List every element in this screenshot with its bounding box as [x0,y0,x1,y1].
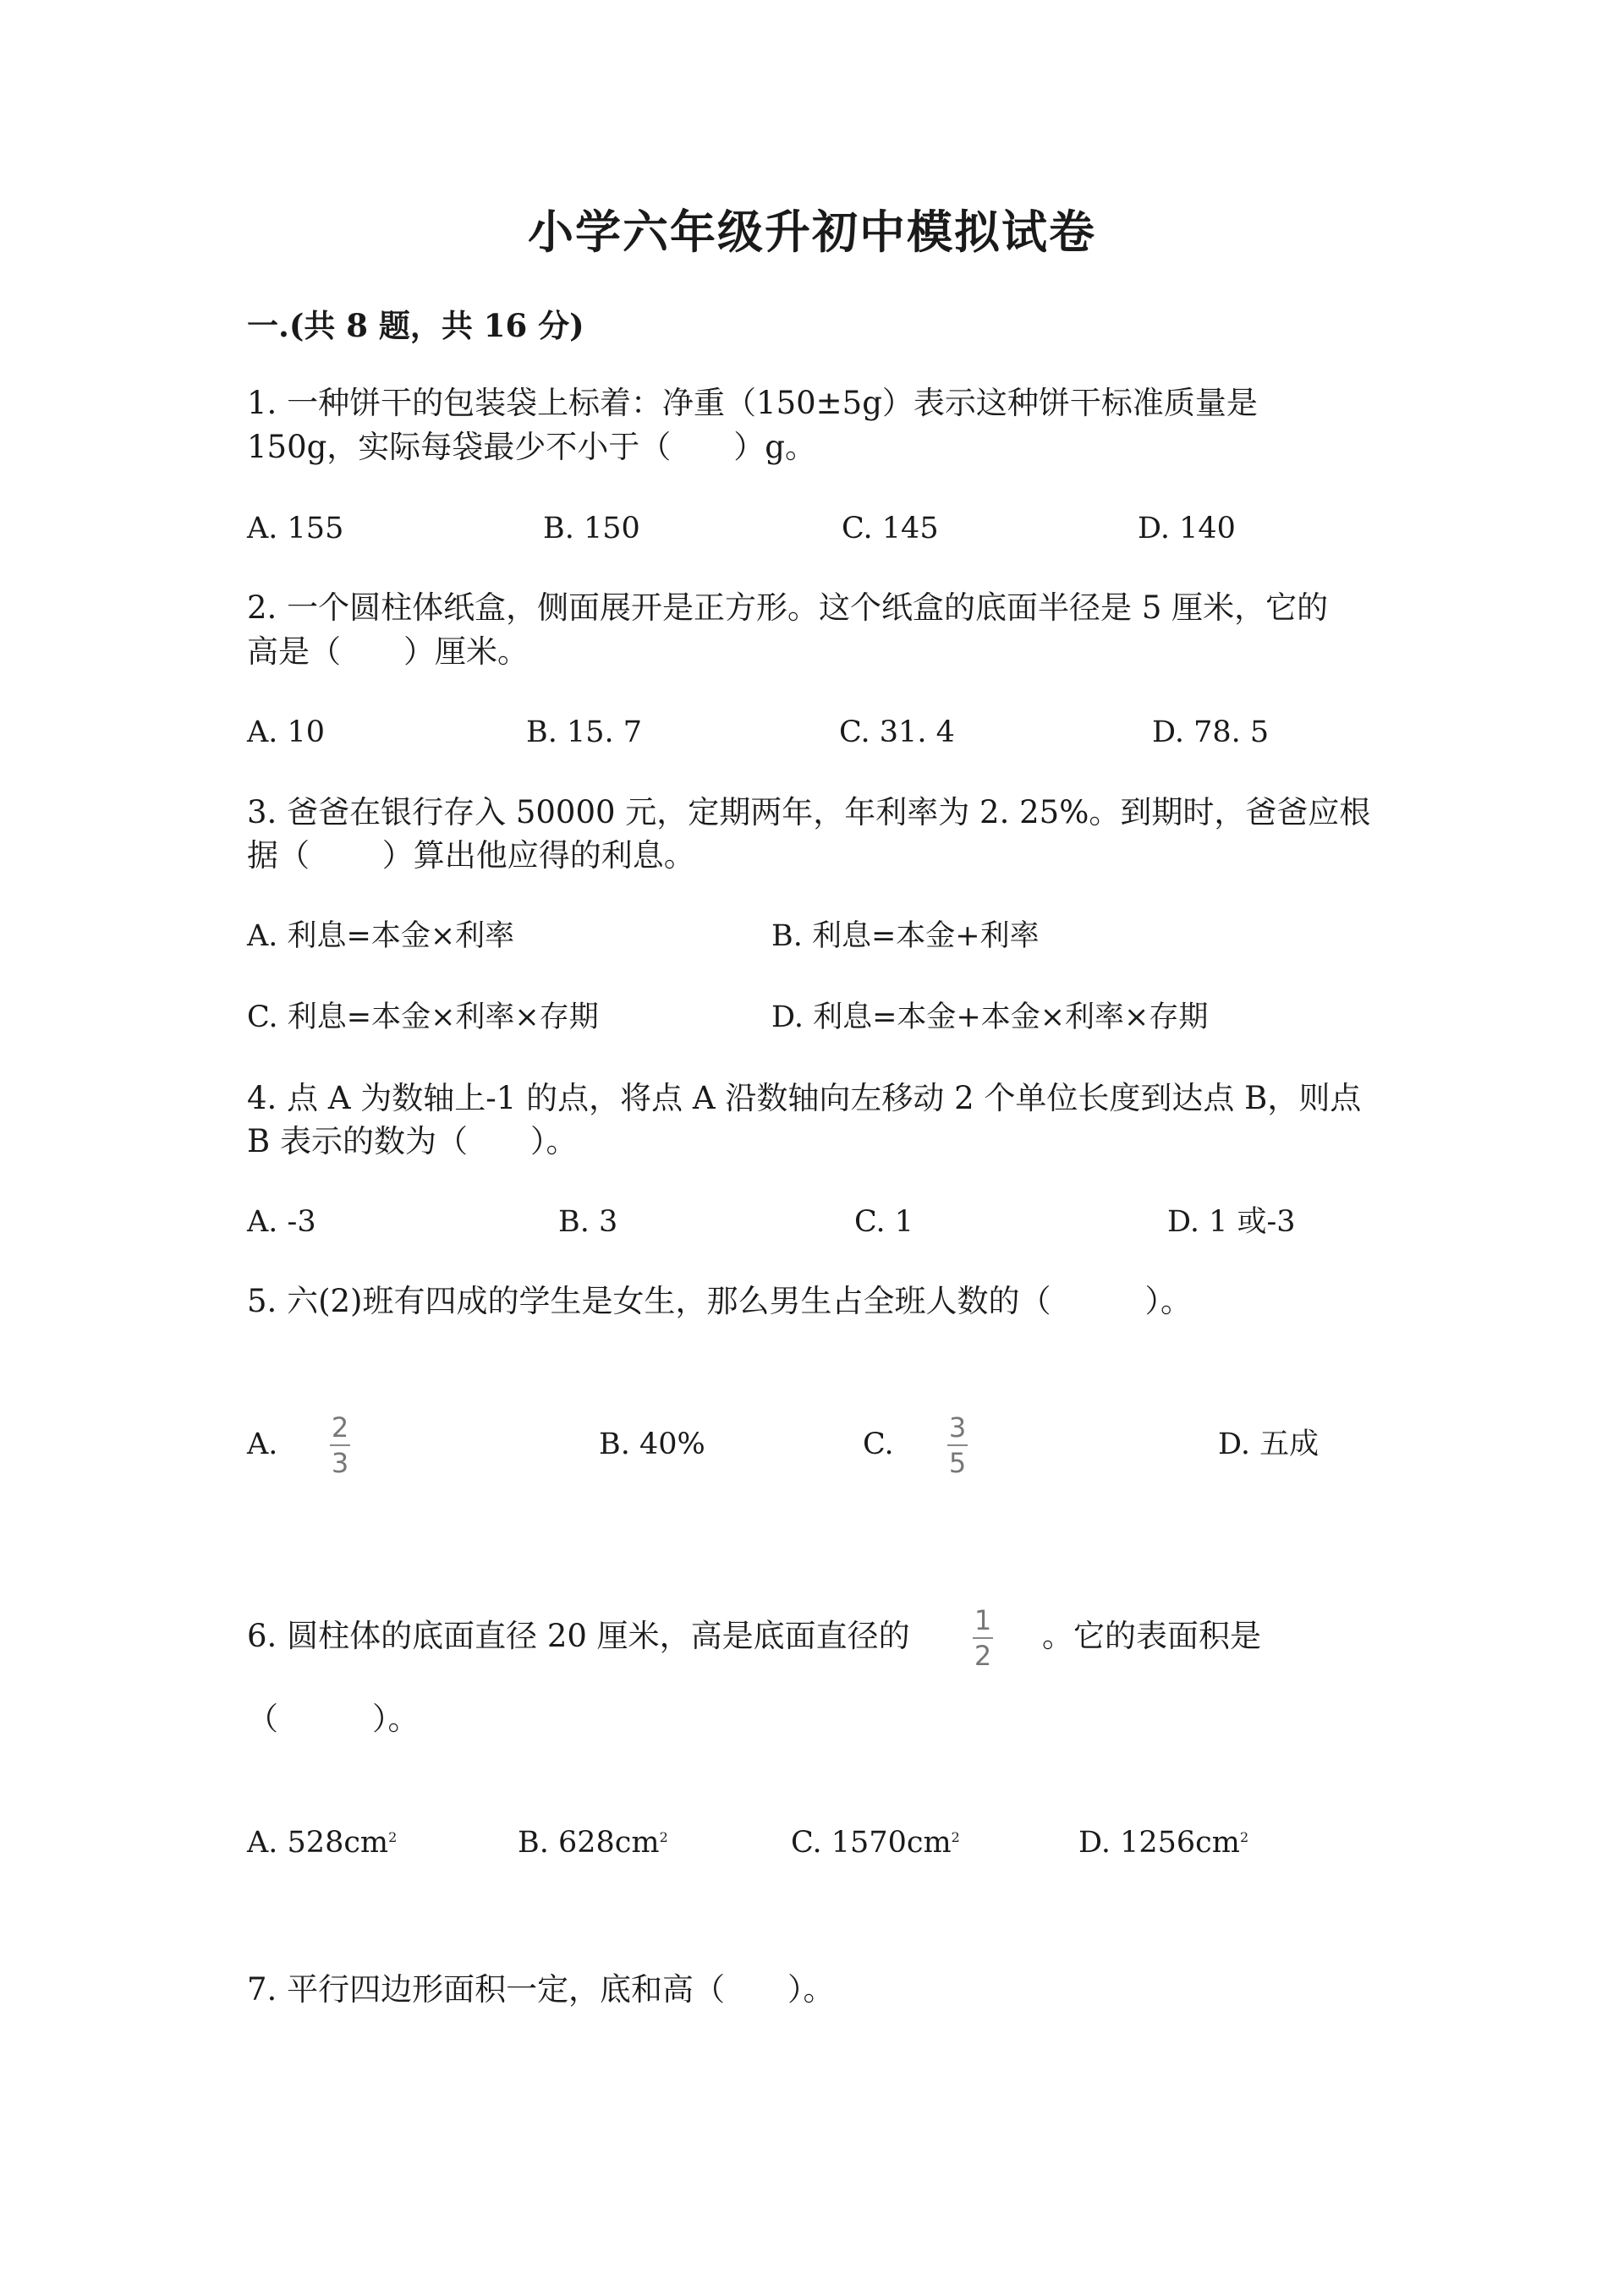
question-7-line-1: 7. 平行四边形面积一定，底和高（ ）。 [247,1971,835,2008]
q2-option-c[interactable]: C. 31. 4 [839,715,955,749]
q6-option-a[interactable] [247,1817,397,1864]
q5-option-c-label[interactable]: C. [863,1427,894,1461]
q3-option-b[interactable]: B. 利息=本金+利率 [771,919,1040,953]
q2-option-b[interactable]: B. 15. 7 [526,715,643,749]
q2-option-d[interactable]: D. 78. 5 [1152,715,1270,749]
section-heading: 一.(共 8 题，共 16 分) [247,307,584,344]
question-4-line-2: B 表示的数为（ ）。 [247,1123,578,1159]
q6-fraction [973,1605,993,1671]
question-1-line-1: 1. 一种饼干的包装袋上标着：净重（150±5g）表示这种饼干标准质量是 [247,385,1258,421]
q1-option-c[interactable]: C. 145 [842,512,939,545]
fraction-bar [947,1444,968,1446]
superscript: 2 [1239,1829,1249,1845]
q6-option-b[interactable] [518,1817,668,1864]
q4-option-b[interactable]: B. 3 [558,1205,618,1239]
q3-option-d[interactable]: D. 利息=本金+本金×利率×存期 [771,1000,1209,1034]
fraction-numerator: 3 [948,1411,967,1444]
page-title: 小学六年级升初中模拟试卷 [528,205,1096,259]
q6-option-c[interactable] [791,1817,960,1864]
q3-option-c[interactable]: C. 利息=本金×利率×存期 [247,1000,599,1034]
question-6-line-1-end: 。它的表面积是 [1042,1618,1261,1654]
q1-option-a[interactable]: A. 155 [247,512,344,545]
q5-option-a-label[interactable]: A. [247,1427,278,1461]
question-2-line-1: 2. 一个圆柱体纸盒，侧面展开是正方形。这个纸盒的底面半径是 5 厘米，它的 [247,589,1329,626]
q4-option-d[interactable]: D. 1 或-3 [1167,1205,1296,1239]
question-2-line-2: 高是（ ）厘米。 [247,633,529,670]
question-3-line-1: 3. 爸爸在银行存入 50000 元，定期两年，年利率为 2. 25%。到期时，爸爸应根 [247,794,1371,830]
question-1-line-2: 150g，实际每袋最少不小于（ ）g。 [247,429,816,465]
option-text: B. 628cm [518,1826,660,1860]
fraction-bar [330,1444,350,1446]
fraction-numerator: 2 [331,1411,349,1444]
q1-option-d[interactable]: D. 140 [1138,512,1236,545]
superscript: 2 [659,1829,668,1845]
superscript: 2 [388,1829,398,1845]
question-6-line-2: （ ）。 [247,1701,420,1737]
q5-option-c-fraction [947,1412,968,1478]
q5-option-d[interactable]: D. 五成 [1218,1427,1320,1461]
option-text: D. 1256cm [1078,1826,1240,1860]
q6-option-d[interactable] [1078,1817,1248,1864]
q2-option-a[interactable]: A. 10 [247,715,326,749]
q4-option-c[interactable]: C. 1 [854,1205,914,1239]
option-text: A. 528cm [247,1826,389,1860]
option-text: C. 1570cm [791,1826,952,1860]
q3-option-a[interactable]: A. 利息=本金×利率 [247,919,515,953]
fraction-numerator: 1 [974,1604,992,1636]
fraction-bar [973,1637,993,1639]
question-5-line-1: 5. 六(2)班有四成的学生是女生，那么男生占全班人数的（ ）。 [247,1283,1192,1319]
fraction-denominator: 2 [974,1640,992,1672]
superscript: 2 [951,1829,960,1845]
question-4-line-1: 4. 点 A 为数轴上-1 的点，将点 A 沿数轴向左移动 2 个单位长度到达点 B，则点 [247,1080,1362,1116]
q5-option-b[interactable]: B. 40% [599,1427,705,1461]
question-3-line-2: 据（ ）算出他应得的利息。 [247,837,695,874]
q1-option-b[interactable]: B. 150 [543,512,640,545]
fraction-denominator: 3 [331,1447,349,1479]
q5-option-a-fraction [330,1412,350,1478]
q4-option-a[interactable]: A. -3 [247,1205,316,1239]
fraction-denominator: 5 [948,1447,967,1479]
question-6-line-1-start: 6. 圆柱体的底面直径 20 厘米，高是底面直径的 [247,1618,910,1654]
